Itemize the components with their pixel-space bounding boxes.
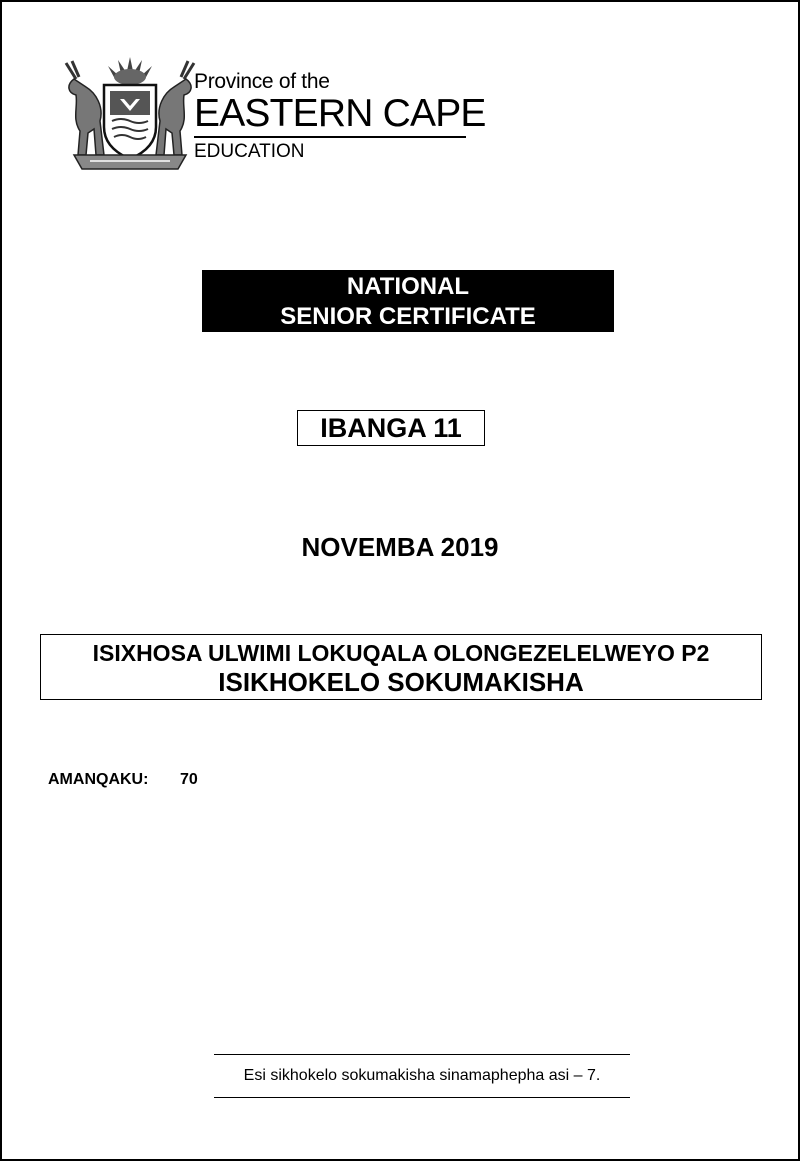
certificate-line2: SENIOR CERTIFICATE [280,303,536,330]
page-count-note: Esi sikhokelo sokumakisha sinamaphepha asi – 7. [214,1054,630,1098]
coat-of-arms-icon [60,57,200,175]
subject-box [40,634,762,700]
eastern-cape-logo [60,57,486,177]
exam-date: NOVEMBA 2019 [301,532,499,562]
logo-education-text: EDUCATION [194,141,305,162]
marks-label: AMANQAKU: [48,771,149,788]
certificate-banner [202,270,614,332]
logo-wordmark [194,71,484,163]
marks-value: 70 [180,771,198,788]
subject-subtitle: ISIKHOKELO SOKUMAKISHA [218,667,584,697]
grade-label: IBANGA 11 [297,410,485,446]
marks-row [48,770,198,790]
certificate-line1: NATIONAL [346,273,470,300]
logo-eastern-cape-text: EASTERN CAPE [194,94,466,138]
logo-province-text: Province of the [194,70,330,93]
subject-title: ISIXHOSA ULWIMI LOKUQALA OLONGEZELELWEYO P2 [92,640,710,666]
